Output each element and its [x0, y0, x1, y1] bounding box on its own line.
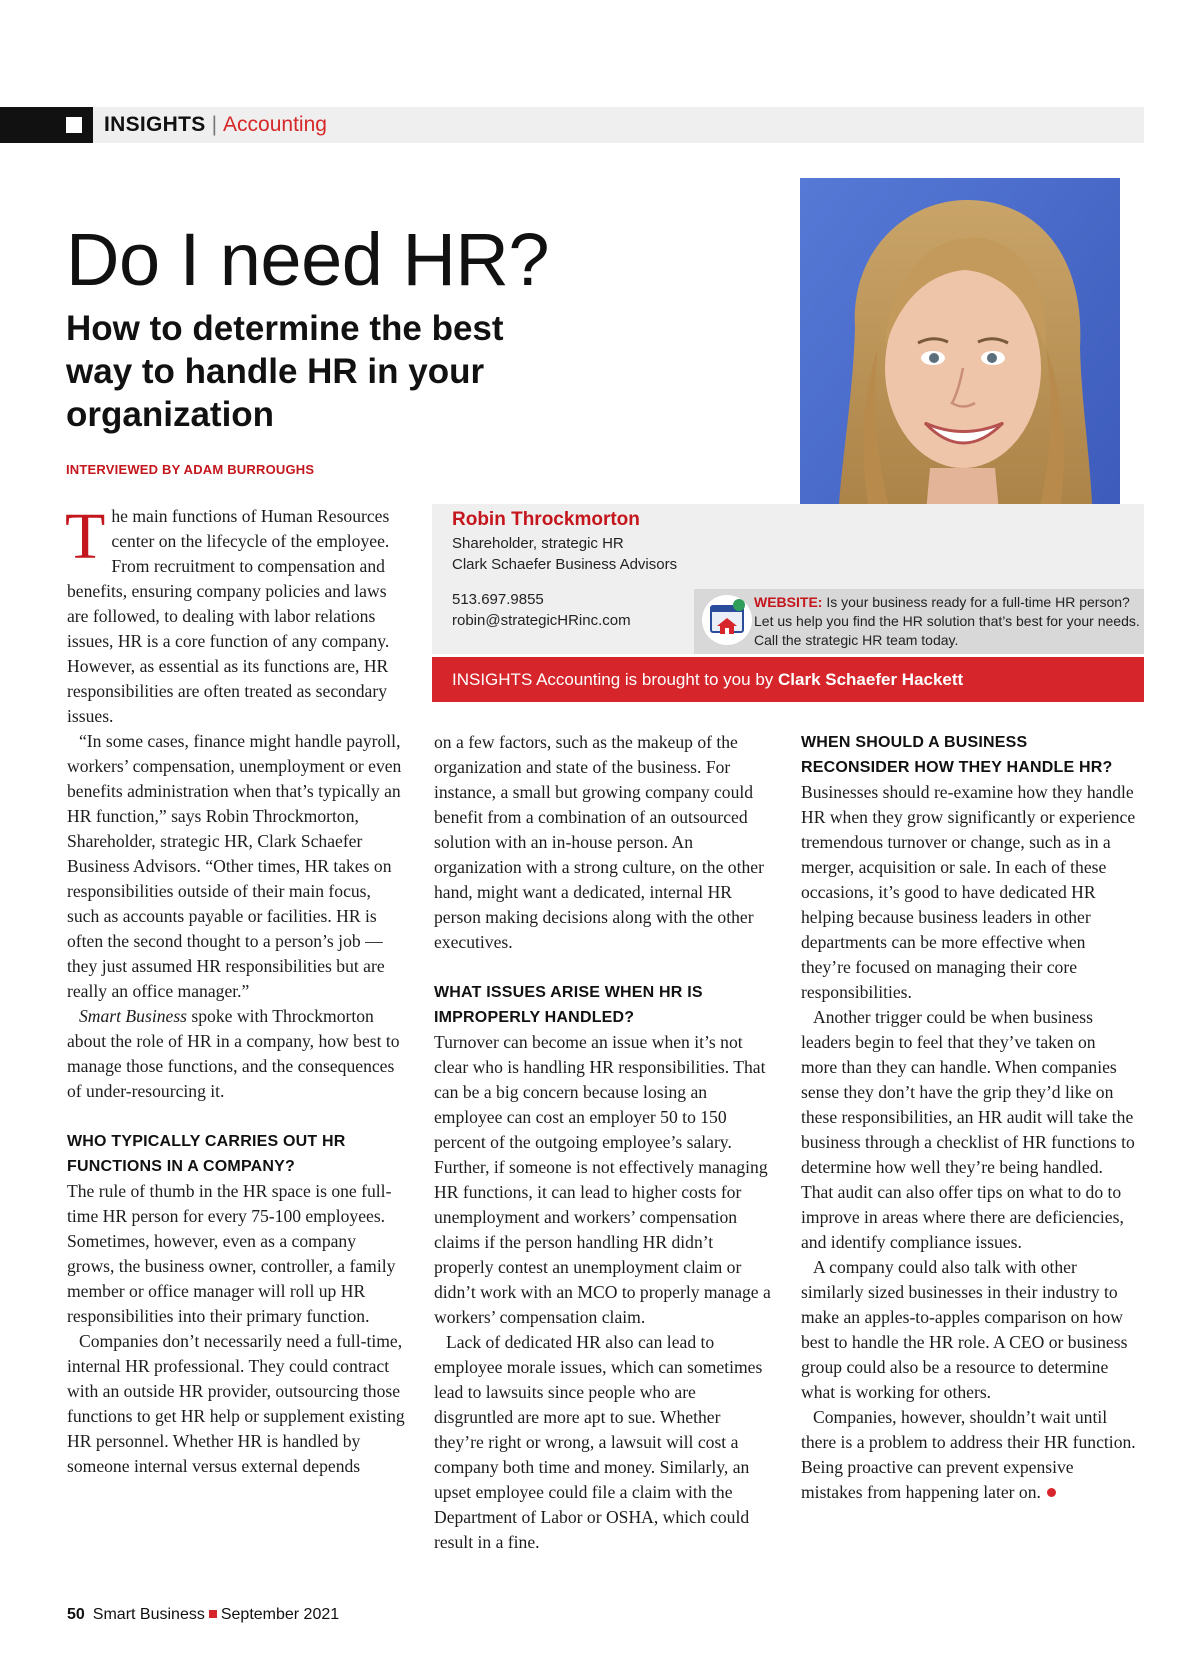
article-byline: INTERVIEWED BY ADAM BURROUGHS: [66, 462, 315, 477]
section-header-bar: [0, 107, 1144, 143]
paragraph-8: Lack of dedicated HR also can lead to employee morale issues, which can sometimes lead to lawsuits since people who are disgruntled are more apt to sue. Whether they’re right or wrong, a lawsuit will cost a company both time and money. Similarly, an upset employee could file a claim with the Department of Labor or OSHA, which could result in a fine.: [434, 1332, 763, 1552]
article-subtitle: How to determine the best way to handle HR in your organization: [66, 309, 504, 434]
paragraph-1: [65, 500, 407, 729]
paragraph-4: The rule of thumb in the HR space is one full-time HR person for every 75-100 employees. Sometimes, however, even as a company grows, the business owner, controller, a family member or office manager will roll up HR responsibilities into their primary function.: [67, 1181, 396, 1326]
sponsor-name: Clark Schaefer Hackett: [778, 670, 964, 689]
footer-date: September 2021: [220, 1606, 340, 1623]
article-column-2: [434, 730, 774, 1555]
paragraph-3: [67, 1004, 407, 1104]
contact-phone: 513.697.9855: [452, 591, 544, 608]
page-number: 50: [67, 1606, 85, 1623]
paragraph-12: [801, 1405, 1136, 1505]
contact-email[interactable]: robin@strategicHRinc.com: [452, 612, 631, 629]
section-label: [104, 113, 327, 137]
paragraph-7: Turnover can become an issue when it’s not clear who is handling HR responsibilities. That can be a big concern because losing an employee can cost an employer 50 to 150 percent of the outgoing employee’s salary. Further, if someone is not effectively managing HR functions, it can lead to higher costs for unemployment and workers’ compensation claims if the person handling HR didn’t properly contest an unemployment claim or didn’t work with an MCO to properly manage a workers’ compensation claim.: [434, 1032, 771, 1327]
section-name: INSIGHTS: [104, 113, 206, 136]
website-description: Is your business ready for a full-time HR person? Let us help you find the HR solution that’s best for your needs. Call the strategic HR team today.: [754, 594, 1140, 648]
contact-company: Clark Schaefer Business Advisors: [452, 556, 678, 573]
drop-cap: T: [65, 500, 106, 573]
paragraph-5: Companies don’t necessarily need a full-time, internal HR professional. They could contract with an outside HR provider, outsourcing those functions to get HR help or supplement existing HR personnel. Whether HR is handled by someone internal versus external depends: [67, 1331, 405, 1476]
end-mark-icon: [1047, 1488, 1056, 1497]
footer-publication: Smart Business: [92, 1606, 205, 1623]
paragraph-1-text: he main functions of Human Resources center on the lifecycle of the employee. From recruitment to compensation and benefits, ensuring company policies and laws are followed, to dealing with labor relations issues, HR is a core function of any company. However, as essential as its functions are, HR responsibilities are often treated as secondary issues.: [67, 506, 390, 726]
paragraph-12-text: Companies, however, shouldn’t wait until there is a problem to address their HR function. Being proactive can prevent expensive mistakes from happening later on.: [801, 1407, 1136, 1502]
paragraph-2: “In some cases, finance might handle payroll, workers’ compensation, unemployment or even benefits administration when that’s typically an HR function,” says Robin Throckmorton, Shareholder, strategic HR, Clark Schaefer Business Advisors. “Other times, HR takes on responsibilities outside of their main focus, such as accounts payable or facilities. HR is often the second thought to a person’s job — they just assumed HR responsibilities but are really an office manager.”: [67, 731, 402, 1001]
paragraph-9: Businesses should re-examine how they handle HR when they grow significantly or experience tremendous turnover or change, such as in a merger, acquisition or sale. In each of these occasions, it’s good to have dedicated HR helping because business leaders in other departments can be more effective when they’re focused on managing their core responsibilities.: [801, 782, 1136, 1002]
website-text: [754, 593, 1146, 650]
page-footer: [67, 1606, 339, 1624]
website-label: WEBSITE:: [754, 594, 823, 610]
paragraph-11: A company could also talk with other similarly sized businesses in their industry to make an apples-to-apples comparison on how best to handle the HR role. A CEO or business group could also be a resource to determine what is working for others.: [801, 1257, 1128, 1402]
paragraph-10: Another trigger could be when business leaders begin to feel that they’ve taken on more than they can handle. When companies sense they don’t have the grip they’d like on these responsibilities, an HR audit will take the business through a checklist of HR functions to determine how well they’re being handled. That audit can also offer tips on what to do to improve in areas where there are deficiencies, and identify compliance issues.: [801, 1007, 1135, 1252]
square-separator-icon: [209, 1610, 217, 1618]
section-heading-2: WHAT ISSUES ARISE WHEN HR IS IMPROPERLY HANDLED?: [434, 984, 703, 1026]
paragraph-3-text: spoke with Throckmorton about the role of HR in a company, how best to manage those functions, and the consequences of under-resourcing it.: [67, 1006, 400, 1101]
article-title: Do I need HR?: [66, 218, 549, 301]
section-heading-1: WHO TYPICALLY CARRIES OUT HR FUNCTIONS IN A COMPANY?: [67, 1133, 346, 1175]
website-icon: [700, 593, 754, 647]
square-icon: [66, 117, 82, 133]
contact-name: Robin Throckmorton: [452, 509, 640, 530]
section-heading-3: WHEN SHOULD A BUSINESS RECONSIDER HOW THEY HANDLE HR?: [801, 734, 1113, 776]
contact-title: Shareholder, strategic HR: [452, 535, 624, 552]
article-column-3: [801, 730, 1136, 1505]
paragraph-6: on a few factors, such as the makeup of the organization and state of the business. For instance, a small but growing company could benefit from a combination of an outsourced solution with an in-house person. An organization with a strong culture, on the other hand, might want a dedicated, internal HR person making decisions along with the other executives.: [434, 732, 764, 952]
publication-name: Smart Business: [79, 1006, 188, 1026]
sponsor-bar: [432, 657, 1144, 702]
section-separator: |: [211, 113, 218, 136]
article-column-1: [65, 500, 407, 1479]
sponsor-prefix: INSIGHTS Accounting is brought to you by: [452, 670, 778, 689]
section-category: Accounting: [223, 113, 327, 136]
